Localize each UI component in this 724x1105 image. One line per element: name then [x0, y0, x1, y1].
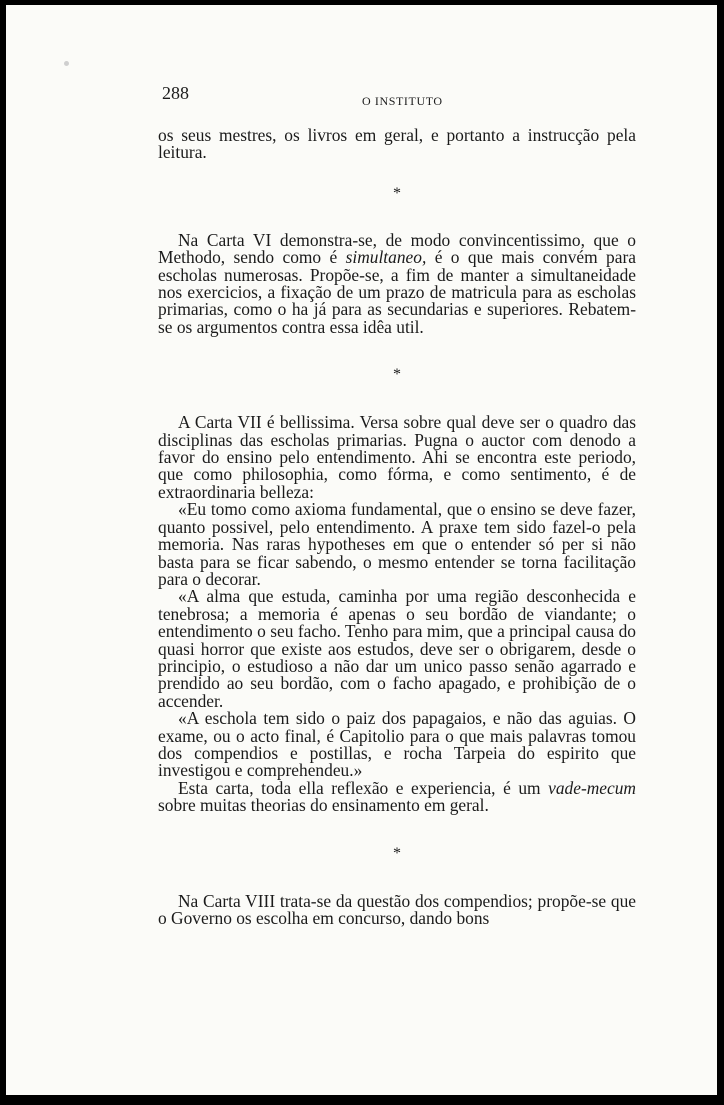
italic-simultaneo: simultaneo, [345, 247, 427, 268]
scan-speck [64, 61, 69, 66]
section-separator: * [393, 844, 401, 862]
paragraph-carta-vii-conclusion [158, 777, 636, 816]
quote-paragraph-2: «A alma que estuda, caminha por uma região desconhecida e tenebrosa; a memoria é apenas o seu bordão de viandante; o entendimento o seu facho. Tenho para mim, que a principal causa do quasi horror que existe aos estudos, deve ser o obrigarem, desde o principio, o estudioso a não dar um unico passo senão agarrado e prendido ao seu bordão, com o facho apagado, e prohibição de o accender. [158, 586, 636, 711]
paragraph-carta-viii: Na Carta VIII trata-se da questão dos compendios; propõe-se que o Governo os escolha em concurso, dando bons [158, 890, 636, 928]
section-separator: * [393, 366, 401, 384]
book-page [6, 5, 717, 1095]
section-separator: * [393, 184, 401, 202]
paragraph-carta-vii: A Carta VII é bellissima. Versa sobre qual deve ser o quadro das disciplinas das escholas primarias. Pugna o auctor com denodo a favor do ensino pelo entendimento. Ahi se encontra este periodo, que como philosophia, como fórma, e como sentimento, é de extraordinaria belleza: [158, 412, 636, 502]
quote-paragraph-1: «Eu tomo como axioma fundamental, que o ensino se deve fazer, quanto possivel, pelo entendimento. A praxe tem sido fazel-o pela memoria. Nas raras hypotheses em que o entender só per si não basta para se ficar sabendo, o mesmo entender se torna facilitação para o decorar. [158, 499, 636, 589]
running-head: O INSTITUTO [362, 94, 443, 108]
text-block [158, 85, 636, 927]
paragraph-carta-vi [158, 229, 636, 337]
paragraph-carta-vi-text: Na Carta VI demonstra-se, de modo convincentissimo, que o Methodo, sendo como é [158, 229, 636, 268]
paragraph-continuation: os seus mestres, os livros em geral, e portanto a instrucção pela leitura. [158, 125, 636, 163]
paragraph-conclusion-rest: sobre muitas theorias do ensinamento em geral. [158, 795, 489, 816]
page-number: 288 [162, 83, 189, 103]
paragraph-carta-vi-rest: é o que mais convém para escholas numerosas. Propõe-se, a fim de manter a simultaneidade nos exercicios, a fixação de um prazo de matricula para as escholas primarias, como o ha já para as secundarias e superiores. Rebatem-se os argumentos contra essa idêa util. [158, 247, 636, 337]
paragraph-conclusion-text: Esta carta, toda ella reflexão e experiencia, é um [178, 777, 541, 798]
italic-vade-mecum: vade-mecum [548, 777, 636, 798]
quote-paragraph-3: «A eschola tem sido o paiz dos papagaios, e não das aguias. O exame, ou o acto final, é Capitolio para o que mais palavras tomou dos compendios e postillas, e rocha Tarpeia do espirito que investigou e comprehendeu.» [158, 708, 636, 781]
page-header [158, 85, 636, 111]
